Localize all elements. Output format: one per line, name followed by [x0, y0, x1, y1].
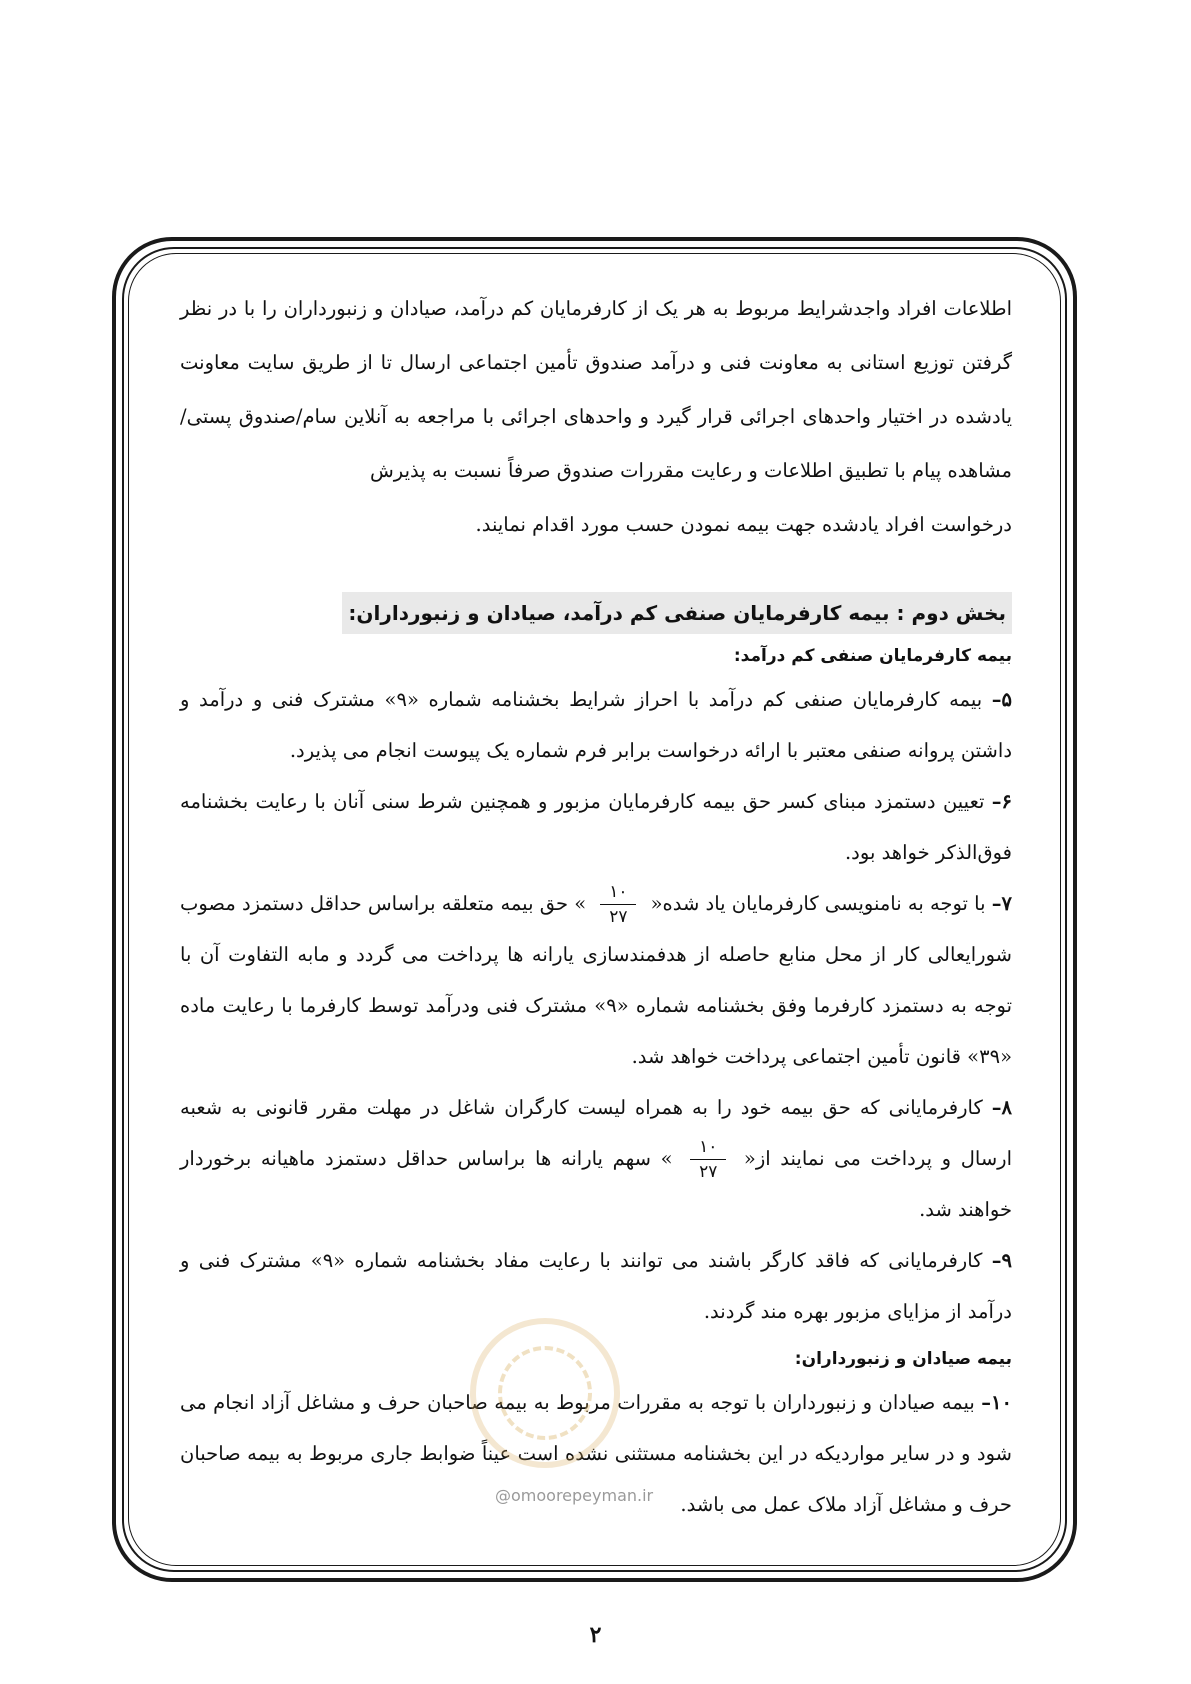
- intro-paragraph-last-line: درخواست افراد یادشده جهت بیمه نمودن حسب مورد اقدام نمایند.: [475, 513, 1012, 536]
- page-number: ۲: [589, 1622, 602, 1648]
- fraction-numerator: ۱۰: [609, 882, 628, 902]
- fraction: [690, 1137, 726, 1182]
- item-number: ۸–: [991, 1096, 1012, 1119]
- intro-paragraph: اطلاعات افراد واجدشرایط مربوط به هر یک از کارفرمایان کم درآمد، صیادان و زنبورداران را با در نظر گرفتن توزیع استانی به معاونت فنی و درآمد صندوق تأمین اجتماعی ارسال تا از طریق سایت معاونت یادشده در اختیار واحدهای اجرائی قرار گیرد و واحدهای اجرائی با مراجعه به آنلاین سام/صندوق پستی/مشاهده پیام با تطبیق اطلاعات و رعایت مقررات صندوق صرفاً نسبت به پذیرش: [180, 297, 1012, 482]
- item-7: [180, 878, 1012, 1082]
- watermark-text: @omoorepeyman.ir: [495, 1486, 654, 1505]
- item-8: [180, 1082, 1012, 1235]
- item-number: ۷–: [991, 892, 1013, 915]
- subheading-fishermen-beekeepers: بیمه صیادان و زنبورداران:: [794, 1349, 1012, 1369]
- item-text: بیمه کارفرمایان صنفی کم درآمد با احراز شرایط بخشنامه شماره «۹» مشترک فنی و درآمد و داشتن پروانه صنفی معتبر با ارائه درخواست برابر فرم شماره یک پیوست انجام می پذیرد.: [180, 688, 1012, 762]
- item-text-before: کارفرمایانی که حق بیمه خود را به همراه لیست کارگران شاغل در مهلت مقرر قانونی به شعبه ارسال و پرداخت می نمایند از«: [180, 1096, 1013, 1170]
- fraction-denominator: ۲۷: [699, 1162, 718, 1182]
- spacer: [180, 552, 1012, 592]
- fraction-bar: [690, 1159, 726, 1160]
- watermark-logo-icon: [470, 1318, 620, 1468]
- watermark-gear-icon: [498, 1346, 592, 1440]
- item-text: کارفرمایانی که فاقد کارگر باشند می توانند با رعایت مفاد بخشنامه شماره «۹» مشترک فنی و درآمد از مزایای مزبور بهره مند گردند.: [180, 1249, 1012, 1323]
- item-number: ۵–: [991, 688, 1013, 711]
- item-text: تعیین دستمزد مبنای کسر حق بیمه کارفرمایان مزبور و همچنین شرط سنی آنان با رعایت بخشنامه فوق‌الذکر خواهد بود.: [180, 790, 1012, 864]
- item-number: ۶–: [991, 790, 1012, 813]
- item-text-before: با توجه به نامنویسی کارفرمایان یاد شده«: [650, 892, 986, 915]
- item-6: [180, 776, 1012, 878]
- item-9: [180, 1235, 1012, 1337]
- item-5: [180, 674, 1012, 776]
- fraction-bar: [600, 904, 636, 905]
- fraction-denominator: ۲۷: [609, 907, 628, 927]
- item-text-after: » سهم یارانه ها براساس حداقل دستمزد ماهیانه برخوردار خواهند شد.: [180, 1147, 1012, 1221]
- fraction-numerator: ۱۰: [699, 1137, 718, 1157]
- item-number: ۱۰–: [981, 1391, 1012, 1414]
- fraction: [600, 882, 636, 927]
- item-text: بیمه صیادان و زنبورداران با توجه به مقررات مربوط به بیمه صاحبان حرف و مشاغل آزاد انجام می شود و در سایر مواردیکه در این بخشنامه مستثنی نشده است عیناً ضوابط جاری مربوط به بیمه صاحبان حرف و مشاغل آزاد ملاک عمل می باشد.: [180, 1391, 1012, 1516]
- item-text-after: » حق بیمه متعلقه براساس حداقل دستمزد مصوب شورایعالی کار از محل منابع حاصله از هدفمندسازی یارانه ها پرداخت می گردد و مابه التفاوت آن با توجه به دستمزد کارفرما وفق بخشنامه شماره «۹» مشترک فنی ودرآمد توسط کارفرما با رعایت ماده «۳۹» قانون تأمین اجتماعی پرداخت خواهد شد.: [180, 892, 1012, 1068]
- section-heading: بخش دوم : بیمه کارفرمایان صنفی کم درآمد، صیادان و زنبورداران:: [342, 592, 1012, 634]
- item-number: ۹–: [991, 1249, 1013, 1272]
- subheading-low-income-employers: بیمه کارفرمایان صنفی کم درآمد:: [733, 646, 1012, 666]
